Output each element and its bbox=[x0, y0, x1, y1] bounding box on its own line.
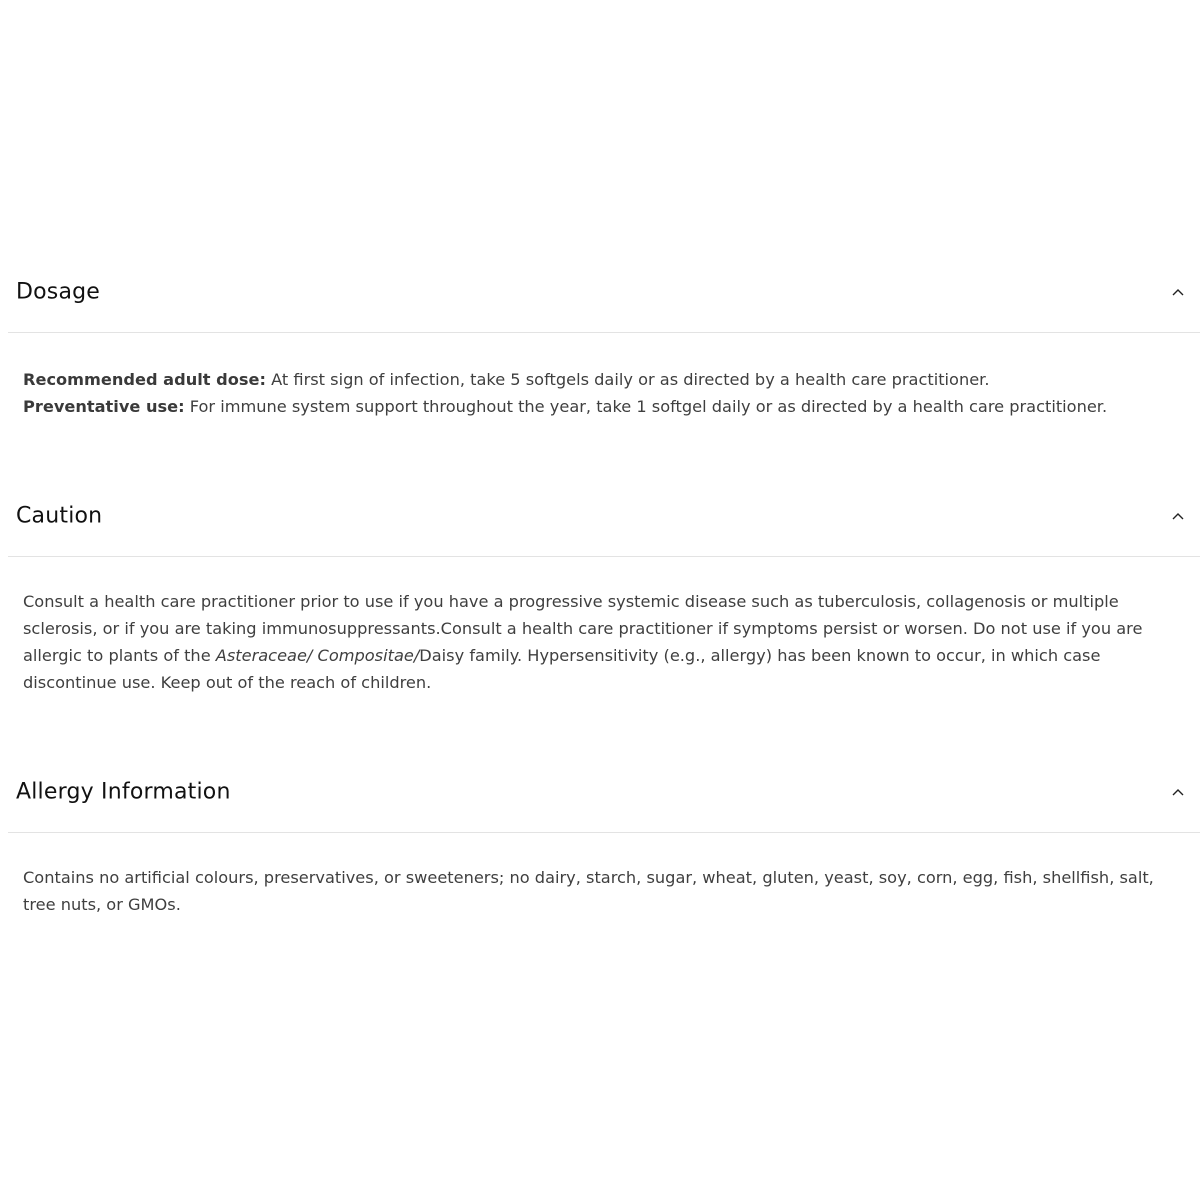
caution-text-part: Daisy family. Hypersensitivity (e.g., allergy) has been known to occur, in which case discontinue use. Keep out of the reach of children. bbox=[23, 646, 1101, 692]
caution-text bbox=[23, 588, 1185, 696]
allergy-content bbox=[8, 833, 1200, 918]
chevron-up-icon[interactable] bbox=[1172, 788, 1184, 796]
dosage-accordion-header[interactable] bbox=[8, 252, 1200, 333]
dosage-line-label: Preventative use: bbox=[23, 397, 185, 416]
caution-section bbox=[8, 476, 1200, 696]
caution-text-part: Consult a health care practitioner prior to use if you have a progressive systemic disease such as tuberculosis, collagenosis or multiple sclerosis, or if you are taking immunosuppressants.Consult a health care practitioner if symptoms persist or worsen. Do not use if you are allergic to plants of the bbox=[23, 592, 1143, 665]
dosage-line bbox=[23, 393, 1185, 420]
dosage-content bbox=[8, 333, 1200, 420]
dosage-title: Dosage bbox=[16, 279, 101, 305]
chevron-up-icon[interactable] bbox=[1172, 512, 1184, 520]
dosage-section bbox=[8, 252, 1200, 420]
chevron-up-icon[interactable] bbox=[1172, 288, 1184, 296]
caution-accordion-header[interactable] bbox=[8, 476, 1200, 557]
caution-plant-family: Asteraceae/ Compositae/ bbox=[215, 646, 420, 665]
allergy-section bbox=[8, 752, 1200, 918]
dosage-line-text: For immune system support throughout the year, take 1 softgel daily or as directed by a health care practitioner. bbox=[184, 397, 1108, 416]
allergy-text: Contains no artificial colours, preservatives, or sweeteners; no dairy, starch, sugar, wheat, gluten, yeast, soy, corn, egg, fish, shellfish, salt, tree nuts, or GMOs. bbox=[23, 868, 1154, 914]
dosage-line-label: Recommended adult dose: bbox=[23, 370, 266, 389]
caution-content bbox=[8, 557, 1200, 696]
dosage-line-text: At first sign of infection, take 5 softgels daily or as directed by a health care practitioner. bbox=[265, 370, 990, 389]
dosage-line bbox=[23, 366, 1185, 393]
allergy-title: Allergy Information bbox=[16, 779, 231, 805]
allergy-accordion-header[interactable] bbox=[8, 752, 1200, 833]
caution-title: Caution bbox=[16, 503, 103, 529]
